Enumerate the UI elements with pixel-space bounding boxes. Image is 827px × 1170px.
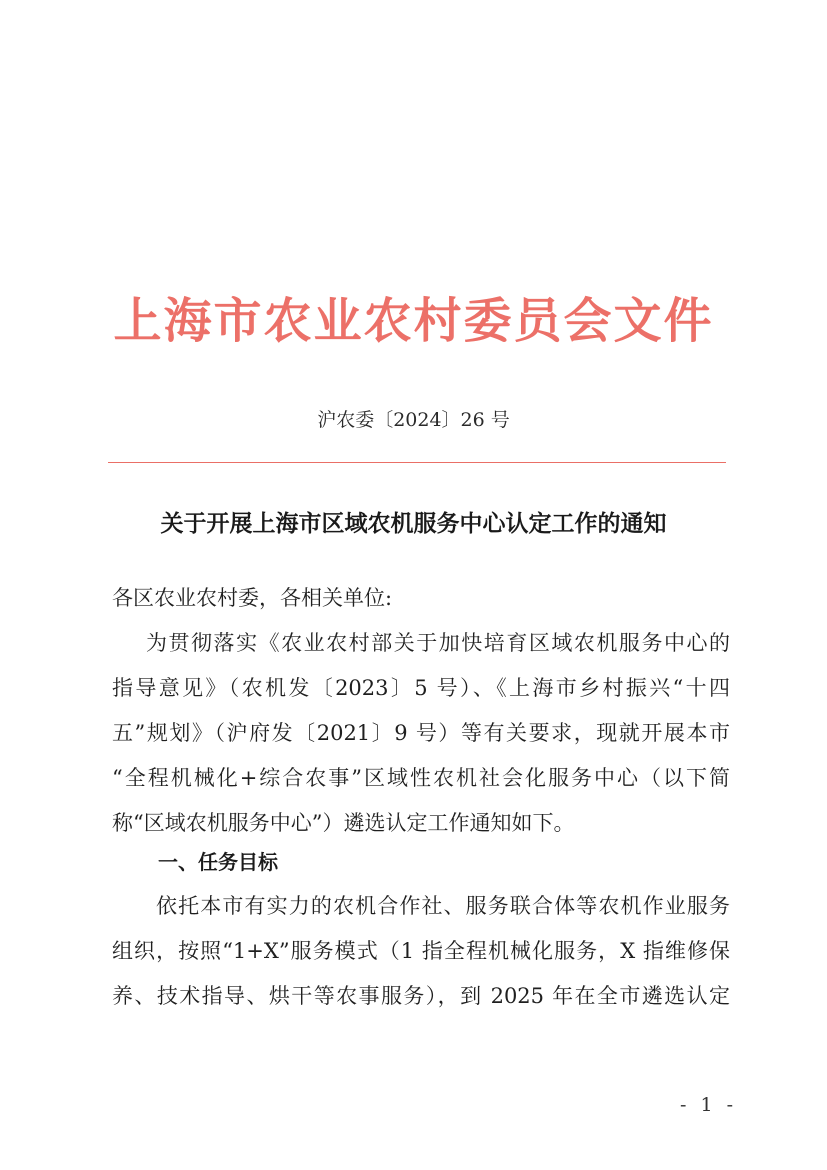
paragraph-line: 指导意见》（农机发〔2023〕5 号）、《上海市乡村振兴“十四 bbox=[112, 676, 730, 700]
red-divider-line bbox=[108, 462, 726, 463]
paragraph-line: 组织，按照“1+X”服务模式（1 指全程机械化服务，X 指维修保 bbox=[112, 939, 730, 963]
issuing-authority-title: 上海市农业农村委员会文件 bbox=[113, 293, 714, 349]
page-number: - 1 - bbox=[680, 1094, 738, 1116]
notice-title: 关于开展上海市区域农机服务中心认定工作的通知 bbox=[160, 510, 667, 537]
section-heading: 一、任务目标 bbox=[158, 850, 278, 874]
salutation: 各区农业农村委，各相关单位: bbox=[112, 586, 393, 610]
paragraph-line: 为贯彻落实《农业农村部关于加快培育区域农机服务中心的 bbox=[146, 631, 730, 655]
paragraph-line: 养、技术指导、烘干等农事服务），到 2025 年在全市遴选认定 bbox=[112, 984, 730, 1008]
paragraph-line: 依托本市有实力的农机合作社、服务联合体等农机作业服务 bbox=[156, 894, 730, 918]
paragraph-line: “全程机械化+综合农事”区域性农机社会化服务中心（以下简 bbox=[112, 766, 730, 790]
paragraph-line: 称“区域农机服务中心”）遴选认定工作通知如下。 bbox=[112, 811, 575, 835]
paragraph-line: 五”规划》（沪府发〔2021〕9 号）等有关要求，现就开展本市 bbox=[112, 721, 730, 745]
document-number: 沪农委〔2024〕26 号 bbox=[317, 409, 510, 431]
